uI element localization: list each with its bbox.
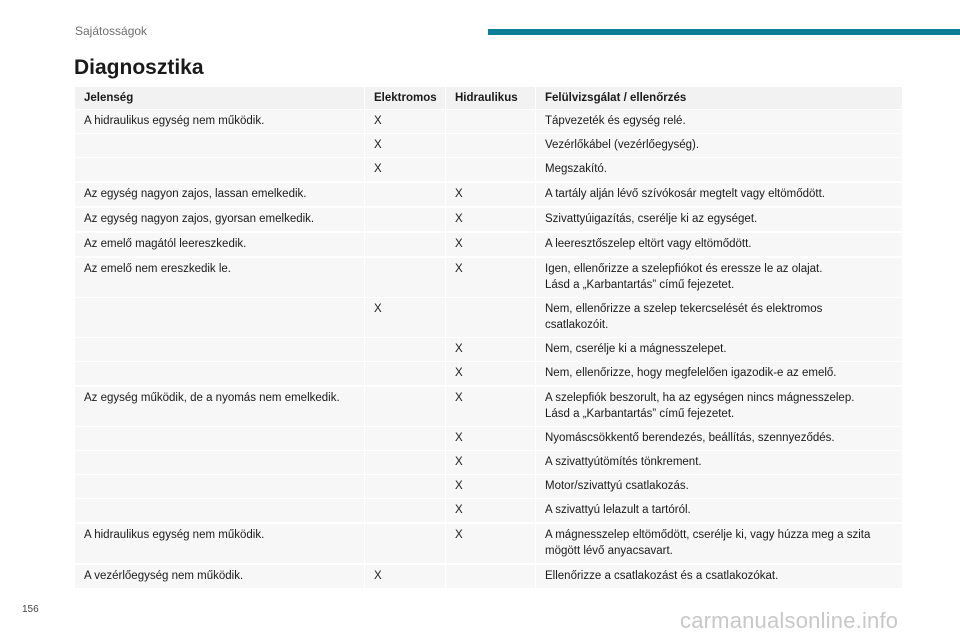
table-row xyxy=(75,564,903,589)
section-label: Sajátosságok xyxy=(75,24,148,38)
check-line: Nem, ellenőrizze a szelep tekercselését és elektromos xyxy=(545,303,823,315)
cell-check xyxy=(536,451,903,475)
cell-hydraulic xyxy=(446,134,536,158)
cell-check xyxy=(536,523,903,564)
table-row xyxy=(75,207,903,232)
column-header-electric: Elektromos xyxy=(365,87,446,110)
cell-hydraulic xyxy=(446,564,536,589)
cell-symptom: A hidraulikus egység nem működik. xyxy=(75,110,365,134)
table-row xyxy=(75,158,903,183)
table-row xyxy=(75,110,903,134)
cell-check xyxy=(536,338,903,362)
cell-symptom xyxy=(75,475,365,499)
cell-electric: X xyxy=(365,110,446,134)
cell-check xyxy=(536,232,903,257)
cell-electric xyxy=(365,362,446,387)
cell-symptom xyxy=(75,499,365,524)
cell-electric xyxy=(365,386,446,427)
header-accent-bar xyxy=(488,29,960,35)
diagnostics-table xyxy=(74,86,903,589)
cell-symptom: Az egység működik, de a nyomás nem emelkedik. xyxy=(75,386,365,427)
table-row xyxy=(75,134,903,158)
cell-hydraulic: X xyxy=(446,207,536,232)
cell-symptom: Az emelő nem ereszkedik le. xyxy=(75,257,365,298)
cell-electric xyxy=(365,257,446,298)
check-line: Nyomáscsökkentő berendezés, beállítás, szennyeződés. xyxy=(545,432,835,444)
table-row xyxy=(75,451,903,475)
cell-check xyxy=(536,110,903,134)
cell-hydraulic: X xyxy=(446,475,536,499)
cell-check xyxy=(536,427,903,451)
table-row xyxy=(75,298,903,338)
cell-check xyxy=(536,298,903,338)
cell-symptom xyxy=(75,362,365,387)
check-line: Tápvezeték és egység relé. xyxy=(545,115,686,127)
cell-check xyxy=(536,182,903,207)
check-line: A szivattyú lelazult a tartóról. xyxy=(545,504,691,516)
cell-electric xyxy=(365,182,446,207)
cell-hydraulic: X xyxy=(446,427,536,451)
cell-symptom xyxy=(75,338,365,362)
table-row xyxy=(75,232,903,257)
check-line: Nem, ellenőrizze, hogy megfelelően igazodik-e az emelő. xyxy=(545,367,837,379)
cell-hydraulic: X xyxy=(446,232,536,257)
cell-electric xyxy=(365,523,446,564)
diagnostics-table-body xyxy=(75,110,903,589)
cell-electric: X xyxy=(365,298,446,338)
check-line: A szelepfiók beszorult, ha az egységen nincs mágnesszelep. xyxy=(545,392,855,404)
table-row xyxy=(75,182,903,207)
cell-symptom: Az egység nagyon zajos, lassan emelkedik. xyxy=(75,182,365,207)
cell-hydraulic: X xyxy=(446,182,536,207)
column-header-check: Felülvizsgálat / ellenőrzés xyxy=(536,87,903,110)
table-header-row xyxy=(75,87,903,110)
cell-electric: X xyxy=(365,564,446,589)
cell-symptom xyxy=(75,134,365,158)
cell-electric xyxy=(365,338,446,362)
cell-symptom xyxy=(75,451,365,475)
cell-hydraulic: X xyxy=(446,362,536,387)
check-line: A mágnesszelep eltömődött, cserélje ki, vagy húzza meg a szita xyxy=(545,529,871,541)
cell-hydraulic: X xyxy=(446,499,536,524)
cell-hydraulic xyxy=(446,298,536,338)
cell-hydraulic xyxy=(446,158,536,183)
check-line: Igen, ellenőrizze a szelepfiókot és eressze le az olajat. xyxy=(545,263,823,275)
table-row xyxy=(75,499,903,524)
cell-electric xyxy=(365,475,446,499)
table-row xyxy=(75,362,903,387)
cell-symptom xyxy=(75,427,365,451)
cell-check xyxy=(536,386,903,427)
cell-symptom: A hidraulikus egység nem működik. xyxy=(75,523,365,564)
cell-hydraulic: X xyxy=(446,338,536,362)
cell-symptom: A vezérlőegység nem működik. xyxy=(75,564,365,589)
cell-electric xyxy=(365,232,446,257)
table-row xyxy=(75,386,903,427)
check-line: Lásd a „Karbantartás” című fejezetet. xyxy=(545,279,735,291)
check-line: Ellenőrizze a csatlakozást és a csatlakozókat. xyxy=(545,570,779,582)
cell-hydraulic: X xyxy=(446,386,536,427)
cell-check xyxy=(536,564,903,589)
check-line: Lásd a „Karbantartás” című fejezetet. xyxy=(545,408,735,420)
cell-hydraulic: X xyxy=(446,451,536,475)
cell-check xyxy=(536,257,903,298)
cell-symptom xyxy=(75,158,365,183)
table-row xyxy=(75,523,903,564)
cell-symptom: Az emelő magától leereszkedik. xyxy=(75,232,365,257)
table-row xyxy=(75,427,903,451)
table-row xyxy=(75,475,903,499)
cell-hydraulic xyxy=(446,110,536,134)
cell-check xyxy=(536,475,903,499)
cell-electric: X xyxy=(365,134,446,158)
column-header-symptom: Jelenség xyxy=(75,87,365,110)
cell-check xyxy=(536,207,903,232)
table-row xyxy=(75,338,903,362)
column-header-hydraulic: Hidraulikus xyxy=(446,87,536,110)
cell-check xyxy=(536,499,903,524)
cell-electric xyxy=(365,451,446,475)
check-line: Motor/szivattyú csatlakozás. xyxy=(545,480,689,492)
cell-symptom: Az egység nagyon zajos, gyorsan emelkedik. xyxy=(75,207,365,232)
check-line: Nem, cserélje ki a mágnesszelepet. xyxy=(545,343,727,355)
cell-electric: X xyxy=(365,158,446,183)
watermark-text[interactable]: carmanualsonline.info xyxy=(680,608,899,633)
cell-check xyxy=(536,362,903,387)
cell-hydraulic: X xyxy=(446,523,536,564)
table-row xyxy=(75,257,903,298)
check-line: A leeresztőszelep eltört vagy eltömődött. xyxy=(545,238,752,250)
cell-electric xyxy=(365,427,446,451)
cell-check xyxy=(536,158,903,183)
cell-check xyxy=(536,134,903,158)
page-number: 156 xyxy=(22,604,39,615)
check-line: A tartály alján lévő szívókosár megtelt vagy eltömődött. xyxy=(545,188,825,200)
check-line: Szivattyúigazítás, cserélje ki az egységet. xyxy=(545,213,758,225)
cell-symptom xyxy=(75,298,365,338)
check-line: Megszakító. xyxy=(545,163,607,175)
cell-electric xyxy=(365,499,446,524)
check-line: mögött lévő anyacsavart. xyxy=(545,545,673,557)
check-line: csatlakozóit. xyxy=(545,319,609,331)
check-line: Vezérlőkábel (vezérlőegység). xyxy=(545,139,700,151)
cell-hydraulic: X xyxy=(446,257,536,298)
check-line: A szivattyútömítés tönkrement. xyxy=(545,456,702,468)
cell-electric xyxy=(365,207,446,232)
page-title: Diagnosztika xyxy=(74,56,204,79)
